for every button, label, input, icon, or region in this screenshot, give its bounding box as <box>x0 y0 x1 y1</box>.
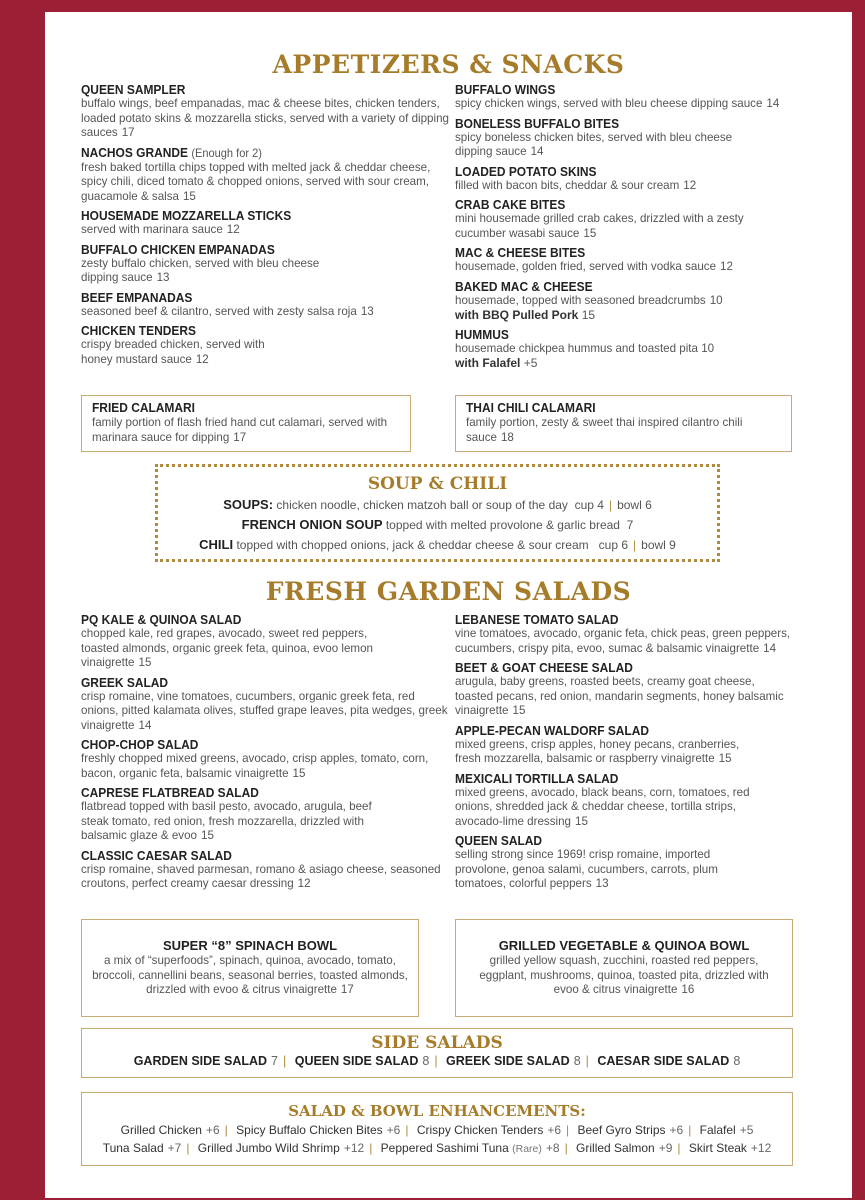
item-price: 16 <box>681 983 695 996</box>
soup-price: 7 <box>626 518 634 532</box>
separator: | <box>282 1054 287 1068</box>
item-name-text: NACHOS GRANDE <box>81 144 188 160</box>
separator: | <box>566 1123 570 1137</box>
item-name: QUEEN SALAD <box>455 833 543 848</box>
menu-item <box>81 785 381 844</box>
item-price: 12 <box>683 178 697 192</box>
item-name: CAPRESE FLATBREAD SALAD <box>81 785 259 800</box>
item-price: 13 <box>595 877 609 890</box>
separator: | <box>369 1141 373 1155</box>
item-price: 12 <box>720 260 733 273</box>
item-description <box>81 800 381 844</box>
item-price: 15 <box>292 766 306 780</box>
enhancement-note: (Rare) <box>512 1143 542 1155</box>
item-desc-text: selling strong since 1969! crisp romaine, imported provolone, genoa salami, cucumbers, carrots, plum tomatoes, colorful peppers <box>455 848 718 890</box>
enhancements-box <box>81 1092 793 1166</box>
enhancements-row-1 <box>82 1121 792 1139</box>
soup-label: CHILI <box>199 537 234 552</box>
item-addon <box>455 356 815 371</box>
item-description <box>81 690 451 734</box>
enhancement-name: Grilled Jumbo Wild Shrimp <box>197 1141 340 1155</box>
item-description <box>455 260 815 275</box>
side-salad-price: 8 <box>733 1054 741 1068</box>
separator: | <box>688 1123 692 1137</box>
item-name: BEET & GOAT CHEESE SALAD <box>455 660 633 675</box>
separator: | <box>224 1123 228 1137</box>
menu-item <box>455 612 815 656</box>
soup-desc: chicken noodle, chicken matzoh ball or soup of the day <box>276 498 568 512</box>
item-description <box>81 223 451 238</box>
item-desc-text: served with marinara sauce <box>81 223 223 236</box>
item-desc-text: grilled yellow squash, zucchini, roasted red peppers, eggplant, mushrooms, quinoa, toasted pita, drizzled with evoo & citrus vinaigrette <box>479 954 769 996</box>
addon-label: with BBQ Pulled Pork <box>455 308 579 322</box>
item-price: 17 <box>340 983 354 996</box>
item-desc-text: buffalo wings, beef empanadas, mac & cheese bites, chicken tenders, loaded potato skins & mozzarella sticks, served with a variety of dipping sauces <box>81 97 449 139</box>
side-salads-list <box>82 1054 792 1068</box>
addon-price: +5 <box>523 356 538 370</box>
menu-item <box>455 245 815 275</box>
item-name: QUEEN SAMPLER <box>81 82 186 97</box>
soup-chili-box <box>155 464 720 562</box>
item-desc-text: crisp romaine, vine tomatoes, cucumbers, organic greek feta, red onions, pitted kalamata olives, stuffed grape leaves, pita wedges, greek vinaigrette <box>81 689 448 732</box>
enhancement-price: +6 <box>547 1123 562 1137</box>
item-description <box>455 342 815 357</box>
enhancement-price: +5 <box>739 1123 754 1137</box>
item-desc-text: mini housemade grilled crab cakes, drizzled with a zesty cucumber wasabi sauce <box>455 212 744 240</box>
item-price: 12 <box>226 223 240 236</box>
item-desc-text: arugula, baby greens, roasted beets, creamy goat cheese, toasted pecans, red onion, mandarin segments, honey balsamic vinaigrette <box>455 675 784 717</box>
menu-item <box>81 737 451 781</box>
item-desc-text: filled with bacon bits, cheddar & sour cream <box>455 178 680 192</box>
item-price: 17 <box>121 126 135 139</box>
enhancement-name: Grilled Chicken <box>120 1123 202 1137</box>
side-salad-price: 8 <box>573 1054 581 1068</box>
item-price: 12 <box>195 352 209 366</box>
item-name: PQ KALE & QUINOA SALAD <box>81 612 242 627</box>
item-price: 10 <box>701 341 715 355</box>
enhancement-price: +12 <box>343 1141 365 1155</box>
item-desc-text: mixed greens, avocado, black beans, corn, tomatoes, red onions, shredded jack & cheddar cheese, tortilla strips, avocado-lime dressing <box>455 785 750 828</box>
separator: | <box>186 1141 190 1155</box>
item-desc-text: mixed greens, crisp apples, honey pecans, cranberries, fresh mozzarella, balsamic or raspberry vinaigrette <box>455 737 740 765</box>
item-price: 14 <box>530 145 544 158</box>
enhancements-row-2 <box>82 1139 792 1158</box>
item-description <box>92 416 400 445</box>
item-desc-text: fresh baked tortilla chips topped with melted jack & cheddar cheese, spicy chili, diced tomato & chopped onions, served with sour cream, guacamole & salsa <box>81 160 431 203</box>
separator: | <box>677 1141 681 1155</box>
soup-label: FRENCH ONION SOUP <box>241 517 383 532</box>
item-name: CHICKEN TENDERS <box>81 323 196 338</box>
item-price: 15 <box>182 189 196 203</box>
separator: | <box>434 1054 438 1068</box>
item-name: THAI CHILI CALAMARI <box>466 400 596 415</box>
item-description <box>81 338 291 367</box>
item-name: FRIED CALAMARI <box>92 400 195 415</box>
item-name: APPLE-PECAN WALDORF SALAD <box>455 722 650 738</box>
item-description <box>81 257 341 286</box>
menu-item <box>455 197 745 241</box>
item-description <box>466 416 756 445</box>
soup-title: SOUP & CHILI <box>367 474 508 494</box>
item-desc-text: seasoned beef & cilantro, served with zesty salsa roja <box>81 304 357 318</box>
item-description <box>455 97 815 112</box>
item-desc-text: family portion, zesty & sweet thai inspired cilantro chili sauce <box>466 416 743 444</box>
soup-bowl-price: bowl 9 <box>641 538 676 552</box>
separator: | <box>405 1123 409 1137</box>
item-price: 13 <box>360 304 374 318</box>
enhancement-name: Peppered Sashimi Tuna <box>380 1141 509 1155</box>
thai-chili-calamari-box <box>455 395 792 452</box>
separator: | <box>608 498 613 512</box>
addon-price: 15 <box>581 308 596 322</box>
item-price: 14 <box>138 718 152 732</box>
item-price: 15 <box>583 226 597 240</box>
side-salad-price: 8 <box>422 1054 430 1068</box>
item-name: BUFFALO WINGS <box>455 82 556 97</box>
item-price: 15 <box>201 829 214 842</box>
separator: | <box>564 1141 568 1155</box>
item-description <box>81 752 451 781</box>
item-name: BAKED MAC & CHEESE <box>455 278 593 294</box>
item-description <box>455 738 755 767</box>
item-desc-text: chopped kale, red grapes, avocado, sweet red peppers, toasted almonds, organic greek feta, quinoa, evoo lemon vinaigrette <box>81 627 373 669</box>
item-name: CHOP-CHOP SALAD <box>81 737 199 752</box>
item-name: LOADED POTATO SKINS <box>455 163 597 179</box>
menu-item <box>455 723 755 767</box>
enhancement-name: Falafel <box>699 1123 736 1137</box>
item-name: GRILLED VEGETABLE & QUINOA BOWL <box>498 938 750 953</box>
menu-item <box>81 290 451 320</box>
item-note: (Enough for 2) <box>191 145 262 160</box>
item-description <box>81 161 451 205</box>
item-price: 14 <box>766 97 780 110</box>
item-desc-text: flatbread topped with basil pesto, avocado, arugula, beef steak tomato, red onion, fresh mozzarella, drizzled with balsamic glaze & evoo <box>81 800 372 842</box>
item-description <box>455 627 815 656</box>
enhancements-title: SALAD & BOWL ENHANCEMENTS: <box>288 1102 586 1120</box>
item-description <box>455 131 755 160</box>
item-description <box>81 97 451 141</box>
item-description <box>81 627 381 671</box>
enhancement-price: +7 <box>167 1141 182 1155</box>
item-price: 15 <box>138 656 152 669</box>
item-desc-text: housemade chickpea hummus and toasted pita <box>455 341 698 355</box>
item-name: BEEF EMPANADAS <box>81 289 193 305</box>
menu-item <box>455 82 815 112</box>
item-desc-text: crisp romaine, shaved parmesan, romano & asiago cheese, seasoned croutons, perfect creamy caesar dressing <box>81 862 441 890</box>
menu-page <box>45 12 852 1198</box>
menu-item <box>81 675 451 734</box>
side-salad-name: CAESAR SIDE SALAD <box>597 1054 730 1068</box>
item-price: 15 <box>718 752 732 765</box>
item-name <box>81 145 421 161</box>
menu-item <box>455 771 785 830</box>
item-desc-text: spicy chicken wings, served with bleu cheese dipping sauce <box>455 97 763 110</box>
separator: | <box>585 1054 589 1068</box>
item-name: MAC & CHEESE BITES <box>455 245 586 260</box>
soup-desc: topped with chopped onions, jack & cheddar cheese & sour cream <box>236 538 589 552</box>
item-description <box>455 294 815 309</box>
item-description <box>455 212 745 241</box>
salads-right-column <box>455 612 815 896</box>
menu-item <box>455 164 815 194</box>
enhancement-price: +9 <box>658 1141 673 1155</box>
menu-item <box>81 848 451 892</box>
salads-title: FRESH GARDEN SALADS <box>265 577 632 606</box>
addon-label: with Falafel <box>455 356 521 370</box>
soup-line <box>158 515 717 535</box>
appetizers-title: APPETIZERS & SNACKS <box>272 50 625 79</box>
side-salads-title: SIDE SALADS <box>371 1033 503 1053</box>
enhancement-name: Spicy Buffalo Chicken Bites <box>236 1123 383 1137</box>
item-name: HUMMUS <box>455 326 509 342</box>
item-name: CLASSIC CAESAR SALAD <box>81 847 232 863</box>
soup-line <box>158 495 717 515</box>
item-price: 10 <box>709 293 723 307</box>
side-salad-name: QUEEN SIDE SALAD <box>294 1054 419 1068</box>
item-desc-text: family portion of flash fried hand cut calamari, served with marinara sauce for dipping <box>92 416 388 444</box>
side-salads-box <box>81 1028 793 1078</box>
appetizers-right-column <box>455 82 815 375</box>
item-description <box>90 954 410 998</box>
item-desc-text: freshly chopped mixed greens, avocado, crisp apples, tomato, corn, bacon, organic feta, balsamic vinaigrette <box>81 752 429 780</box>
item-desc-text: housemade, topped with seasoned breadcrumbs <box>455 293 706 307</box>
item-name: LEBANESE TOMATO SALAD <box>455 612 619 627</box>
enhancement-name: Beef Gyro Strips <box>577 1123 666 1137</box>
item-description <box>81 863 451 892</box>
item-name: CRAB CAKE BITES <box>455 197 566 212</box>
soup-label: SOUPS: <box>223 497 274 512</box>
item-name: MEXICALI TORTILLA SALAD <box>455 770 619 786</box>
menu-item <box>455 116 755 160</box>
item-description <box>81 305 451 320</box>
enhancement-name: Crispy Chicken Tenders <box>416 1123 544 1137</box>
appetizers-left-column <box>81 82 451 371</box>
enhancement-price: +6 <box>205 1123 220 1137</box>
item-name: SUPER “8” SPINACH BOWL <box>162 938 338 953</box>
side-salad-name: GARDEN SIDE SALAD <box>133 1054 268 1068</box>
side-salad-price: 7 <box>271 1054 278 1068</box>
salads-left-column <box>81 612 451 896</box>
item-name: GREEK SALAD <box>81 674 169 690</box>
soup-desc: topped with melted provolone & garlic bread <box>385 518 620 532</box>
menu-item <box>455 327 815 371</box>
item-desc-text: a mix of “superfoods”, spinach, quinoa, avocado, tomato, broccoli, cannellini beans, seasonal berries, toasted almonds, drizzled with evoo & citrus vinaigrette <box>92 954 408 996</box>
item-desc-text: vine tomatoes, avocado, organic feta, chick peas, green peppers, cucumbers, crispy pita, evoo, sumac & balsamic vinaigrette <box>455 627 791 655</box>
item-price: 18 <box>500 430 514 444</box>
item-description <box>476 954 772 998</box>
item-price: 12 <box>297 877 311 890</box>
item-price: 15 <box>575 814 588 828</box>
item-name: BONELESS BUFFALO BITES <box>455 115 620 131</box>
menu-item <box>81 242 341 286</box>
item-name: HOUSEMADE MOZZARELLA STICKS <box>81 208 292 223</box>
side-salad-name: GREEK SIDE SALAD <box>446 1054 570 1068</box>
soup-cup-price: cup 4 <box>574 498 604 512</box>
menu-item <box>81 612 381 671</box>
item-description <box>455 848 745 892</box>
soup-cup-price: cup 6 <box>598 538 629 552</box>
item-desc-text: zesty buffalo chicken, served with bleu cheese dipping sauce <box>81 256 320 284</box>
separator: | <box>633 538 637 552</box>
item-price: 14 <box>763 641 777 655</box>
item-price: 17 <box>233 430 247 444</box>
enhancement-name: Tuna Salad <box>102 1141 164 1155</box>
menu-item <box>455 660 785 719</box>
enhancement-name: Grilled Salmon <box>576 1141 655 1155</box>
menu-item <box>81 82 451 141</box>
item-desc-text: spicy boneless chicken bites, served with bleu cheese dipping sauce <box>455 130 733 158</box>
item-addon <box>455 308 815 323</box>
menu-item <box>455 833 745 892</box>
menu-item <box>81 208 451 238</box>
item-price: 13 <box>156 271 170 284</box>
soup-line <box>158 535 717 555</box>
item-description <box>455 675 785 719</box>
enhancement-price: +6 <box>386 1123 401 1137</box>
fried-calamari-box <box>81 395 411 452</box>
item-description <box>455 179 815 194</box>
vegetable-quinoa-bowl-box <box>455 919 793 1017</box>
item-desc-text: housemade, golden fried, served with vodka sauce <box>455 260 717 273</box>
soup-bowl-price: bowl 6 <box>617 498 652 512</box>
item-desc-text: crispy breaded chicken, served with honey mustard sauce <box>81 338 265 366</box>
menu-item <box>81 145 451 205</box>
item-name: BUFFALO CHICKEN EMPANADAS <box>81 241 275 257</box>
spinach-bowl-box <box>81 919 419 1017</box>
menu-item <box>81 323 291 367</box>
enhancement-price: +12 <box>750 1141 772 1155</box>
enhancement-price: +6 <box>669 1123 684 1137</box>
enhancement-price: +8 <box>545 1141 560 1155</box>
menu-item <box>455 279 815 323</box>
enhancement-name: Skirt Steak <box>688 1141 747 1155</box>
item-description <box>455 786 785 830</box>
item-price: 15 <box>512 704 526 717</box>
